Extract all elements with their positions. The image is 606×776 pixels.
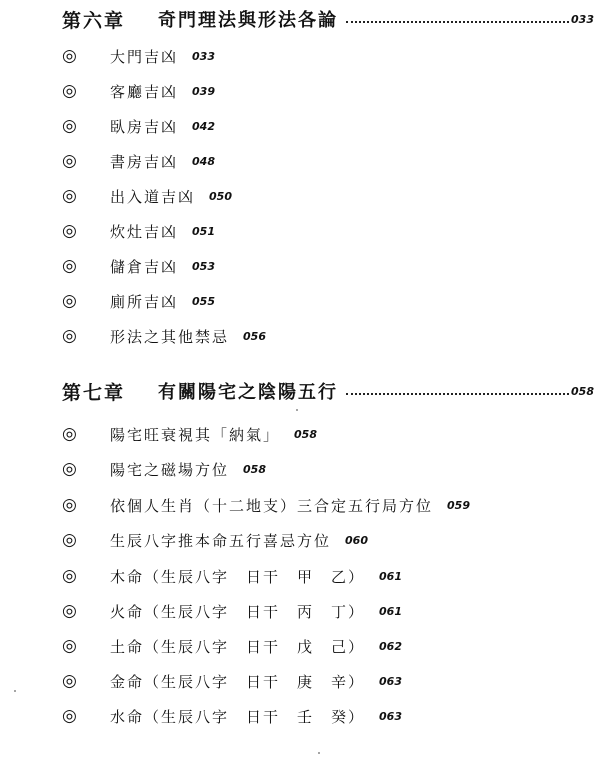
entry-page-number: 062: [379, 639, 402, 653]
entry-page-number: 061: [379, 569, 402, 583]
toc-entry[interactable]: [62, 493, 470, 517]
entry-page-number: 059: [447, 498, 470, 512]
dot-leader: [346, 21, 569, 23]
bullseye-icon: ◎: [62, 565, 77, 586]
toc-entry[interactable]: [62, 457, 266, 481]
toc-entry[interactable]: [62, 149, 215, 173]
toc-entry[interactable]: [62, 564, 402, 588]
bullseye-icon: ◎: [62, 115, 77, 136]
bullseye-icon: ◎: [62, 600, 77, 621]
scan-speck: [318, 752, 320, 754]
entry-page-number: 033: [192, 49, 215, 63]
entry-page-number: 060: [345, 533, 368, 547]
bullseye-icon: ◎: [62, 458, 77, 479]
toc-entry[interactable]: [62, 528, 368, 552]
entry-page-number: 055: [192, 294, 215, 308]
bullseye-icon: ◎: [62, 185, 77, 206]
entry-page-number: 058: [243, 462, 266, 476]
toc-entry[interactable]: [62, 289, 215, 313]
entry-page-number: 050: [209, 189, 232, 203]
entry-title: 土命（生辰八字 日干 戊 己）: [110, 637, 366, 656]
entry-page-number: 039: [192, 84, 215, 98]
bullseye-icon: ◎: [62, 150, 77, 171]
bullseye-icon: ◎: [62, 423, 77, 444]
entry-page-number: 051: [192, 224, 215, 238]
entry-title: 金命（生辰八字 日干 庚 辛）: [110, 672, 366, 691]
bullseye-icon: ◎: [62, 670, 77, 691]
entry-page-number: 048: [192, 154, 215, 168]
entry-page-number: 058: [294, 427, 317, 441]
entry-page-number: 056: [243, 329, 266, 343]
entry-title: 形法之其他禁忌: [110, 327, 230, 346]
entry-title: 木命（生辰八字 日干 甲 乙）: [110, 567, 366, 586]
chapter-number: 第六章: [62, 9, 126, 32]
chapter-title: 有關陽宅之陰陽五行: [158, 382, 338, 403]
toc-entry[interactable]: [62, 599, 402, 623]
toc-entry[interactable]: [62, 634, 402, 658]
toc-entry[interactable]: [62, 669, 402, 693]
bullseye-icon: ◎: [62, 494, 77, 515]
toc-entry[interactable]: [62, 44, 215, 68]
entry-title: 炊灶吉凶: [110, 222, 179, 241]
entry-page-number: 053: [192, 259, 215, 273]
chapter-number: 第七章: [62, 381, 126, 404]
entry-title: 水命（生辰八字 日干 壬 癸）: [110, 707, 366, 726]
toc-entry[interactable]: [62, 704, 402, 728]
entry-title: 出入道吉凶: [110, 187, 196, 206]
scan-speck: [14, 690, 16, 692]
entry-title: 陽宅之磁場方位: [110, 460, 230, 479]
toc-entry[interactable]: [62, 254, 215, 278]
bullseye-icon: ◎: [62, 45, 77, 66]
bullseye-icon: ◎: [62, 255, 77, 276]
toc-entry[interactable]: [62, 324, 266, 348]
bullseye-icon: ◎: [62, 220, 77, 241]
entry-page-number: 063: [379, 674, 402, 688]
toc-entry[interactable]: [62, 219, 215, 243]
toc-entry[interactable]: [62, 422, 317, 446]
toc-entry[interactable]: [62, 184, 232, 208]
chapter-6-heading[interactable]: [62, 6, 594, 32]
chapter-title: 奇門理法與形法各論: [158, 10, 338, 31]
entry-title: 臥房吉凶: [110, 117, 179, 136]
entry-page-number: 063: [379, 709, 402, 723]
entry-title: 生辰八字推本命五行喜忌方位: [110, 531, 332, 550]
bullseye-icon: ◎: [62, 325, 77, 346]
chapter-page-number: 033: [571, 12, 594, 26]
toc-entry[interactable]: [62, 114, 215, 138]
entry-page-number: 042: [192, 119, 215, 133]
entry-title: 廁所吉凶: [110, 292, 179, 311]
toc-entry[interactable]: [62, 79, 215, 103]
bullseye-icon: ◎: [62, 705, 77, 726]
entry-title: 大門吉凶: [110, 47, 179, 66]
scan-speck: [296, 409, 298, 411]
entry-title: 客廳吉凶: [110, 82, 179, 101]
entry-title: 依個人生肖（十二地支）三合定五行局方位: [110, 496, 434, 515]
entry-title: 陽宅旺衰視其「納氣」: [110, 425, 281, 444]
entry-page-number: 061: [379, 604, 402, 618]
bullseye-icon: ◎: [62, 529, 77, 550]
bullseye-icon: ◎: [62, 290, 77, 311]
bullseye-icon: ◎: [62, 80, 77, 101]
bullseye-icon: ◎: [62, 635, 77, 656]
entry-title: 書房吉凶: [110, 152, 179, 171]
dot-leader: [346, 393, 569, 395]
entry-title: 儲倉吉凶: [110, 257, 179, 276]
chapter-page-number: 058: [571, 384, 594, 398]
entry-title: 火命（生辰八字 日干 丙 丁）: [110, 602, 366, 621]
chapter-7-heading[interactable]: [62, 378, 594, 404]
